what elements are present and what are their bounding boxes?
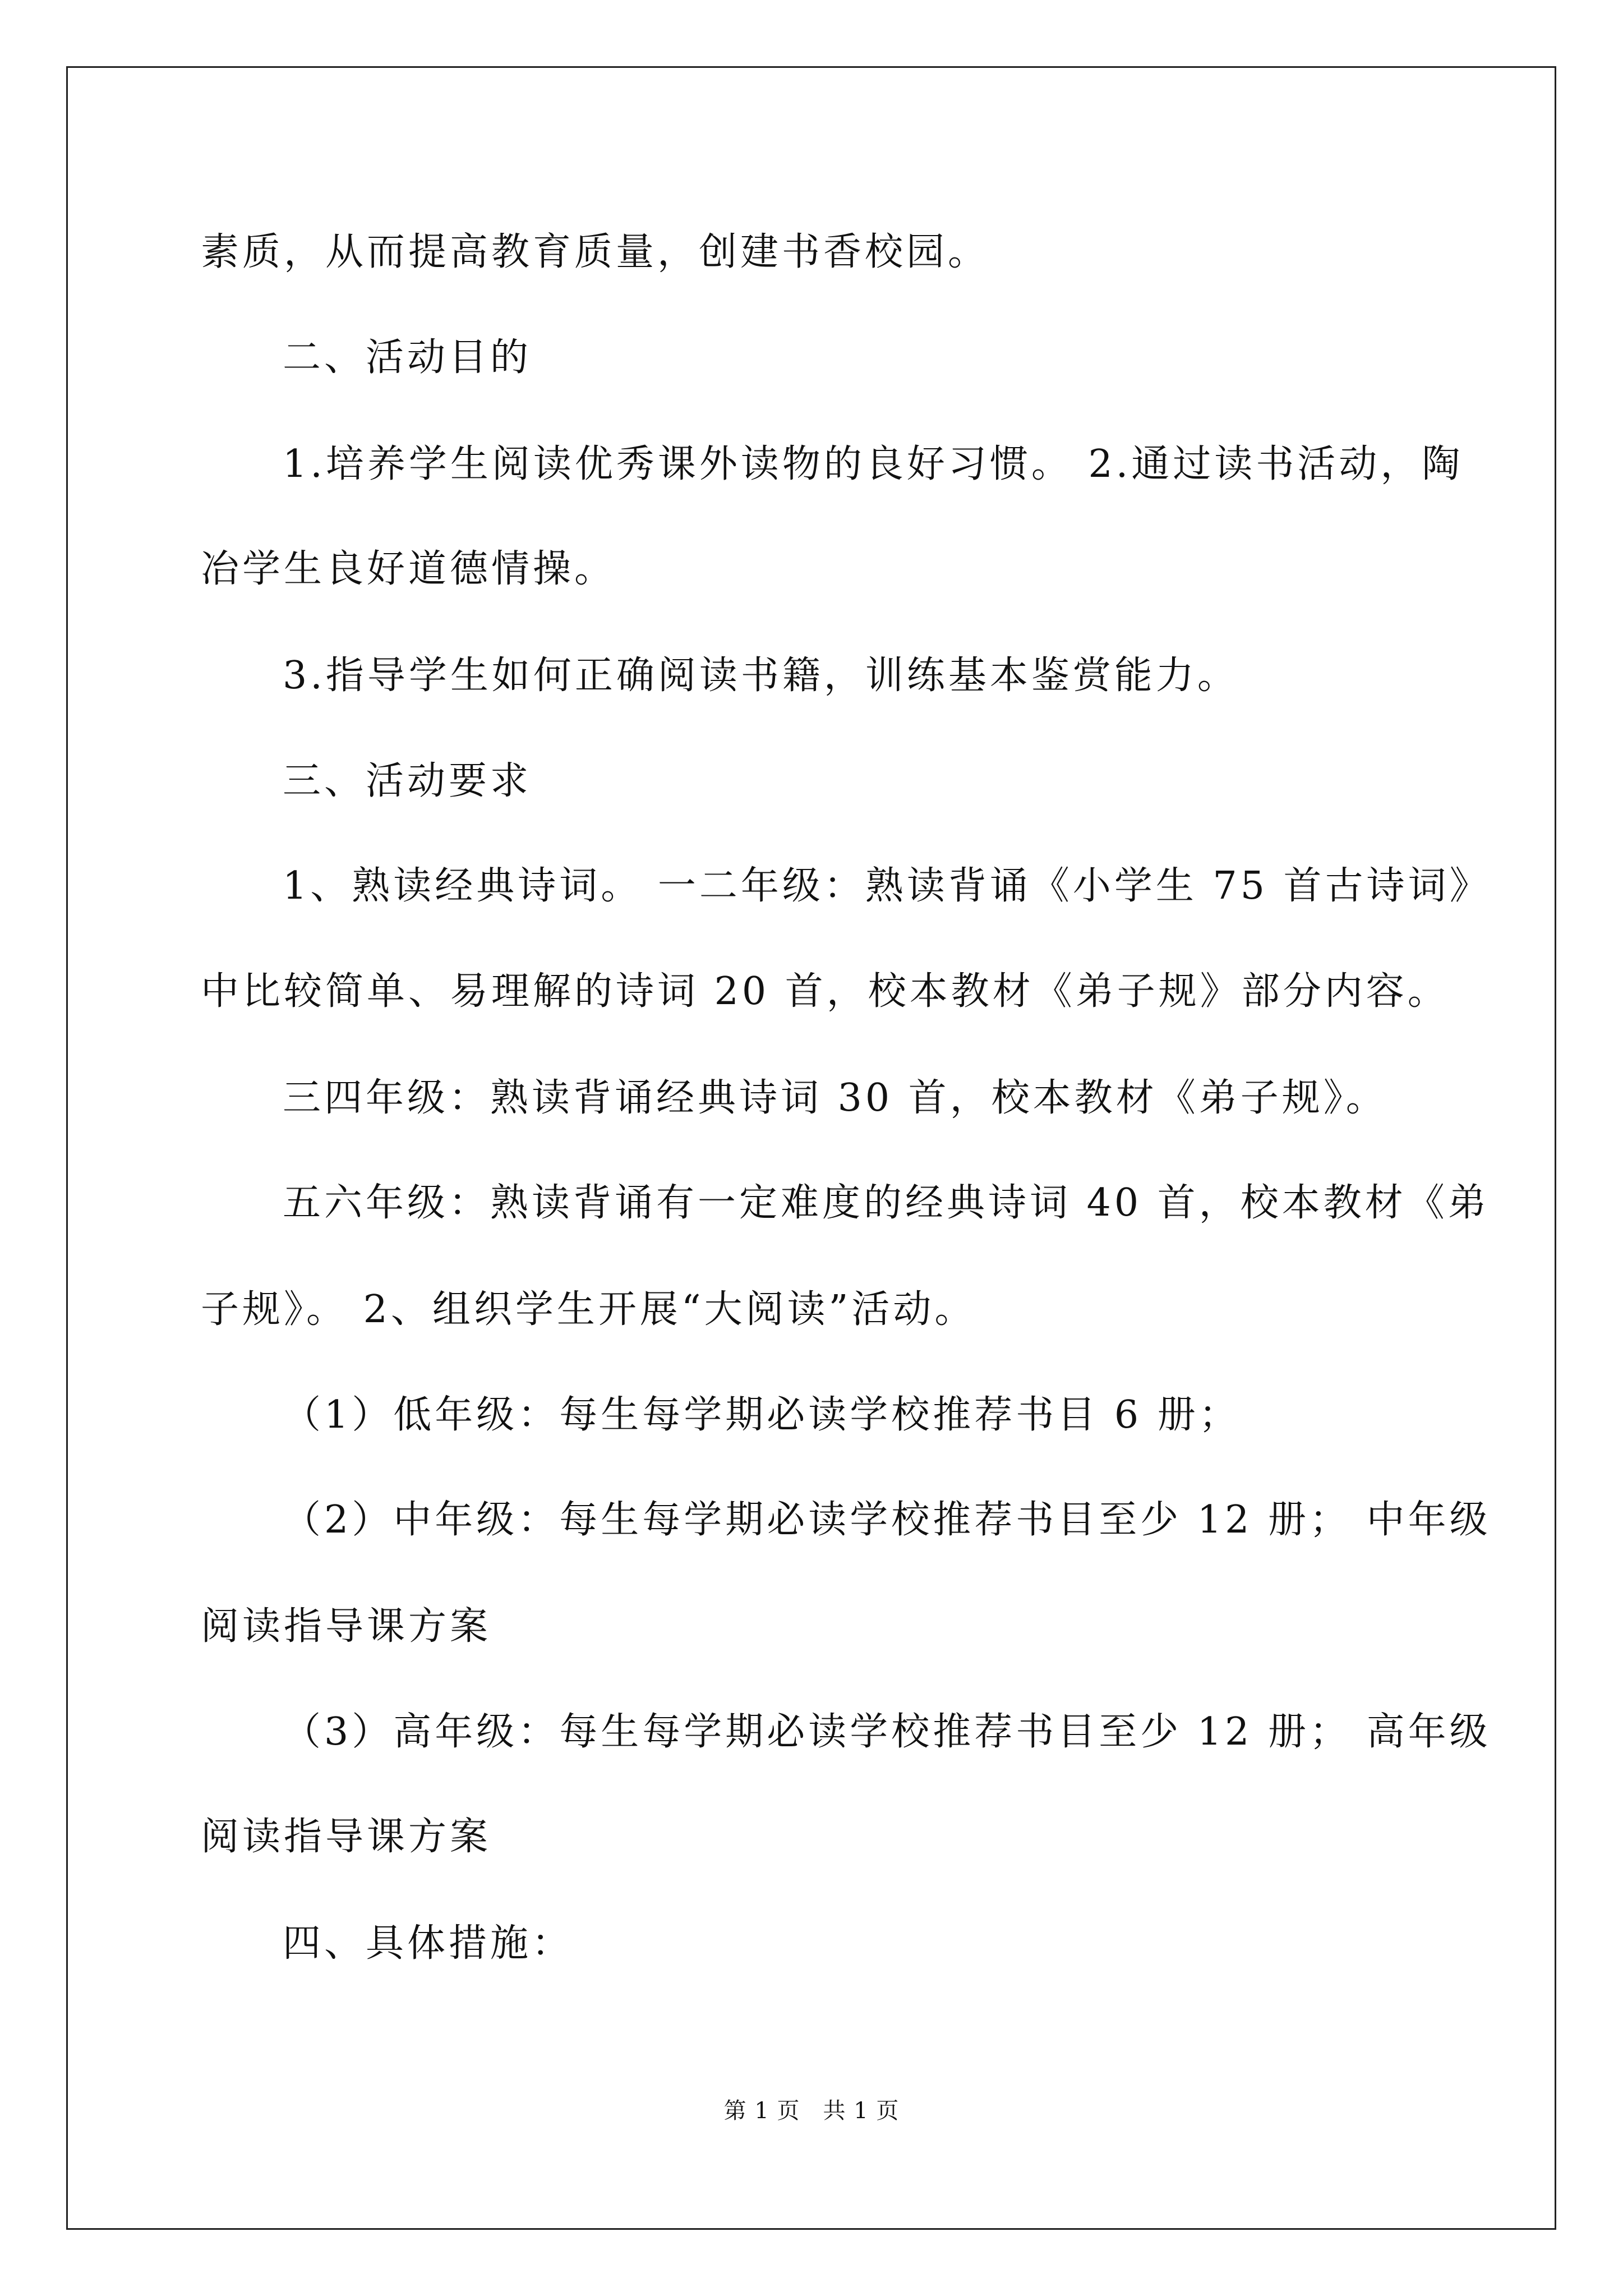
paragraph-line: 子规》。 2、组织学生开展“大阅读”活动。 (201, 1287, 976, 1332)
paragraph-line: 中比较简单、易理解的诗词 20 首，校本教材《弟子规》部分内容。 (201, 969, 1449, 1014)
paragraph-line: （3）高年级：每生每学期必读学校推荐书目至少 12 册； 高年级 (283, 1710, 1491, 1754)
paragraph-line: 1、熟读经典诗词。 一二年级：熟读背诵《小学生 75 首古诗词》 (283, 864, 1491, 908)
section-heading: 三、活动要求 (283, 759, 532, 803)
paragraph-line: 三四年级：熟读背诵经典诗词 30 首，校本教材《弟子规》。 (283, 1076, 1387, 1120)
section-heading: 四、具体措施： (283, 1921, 574, 1966)
paragraph-line: （2）中年级：每生每学期必读学校推荐书目至少 12 册； 中年级 (283, 1498, 1491, 1542)
section-heading: 二、活动目的 (283, 335, 532, 380)
paragraph-line: 五六年级：熟读背诵有一定难度的经典诗词 40 首，校本教材《弟 (283, 1181, 1490, 1225)
paragraph-line: 素质，从而提高教育质量，创建书香校园。 (201, 230, 990, 274)
page-number-footer: 第 1 页 共 1 页 (723, 2098, 900, 2124)
paragraph-line: 冶学生良好道德情操。 (201, 547, 616, 591)
paragraph-line: 阅读指导课方案 (201, 1604, 492, 1649)
paragraph-line: （1）低年级：每生每学期必读学校推荐书目 6 册； (283, 1393, 1241, 1437)
paragraph-line: 3.指导学生如何正确阅读书籍，训练基本鉴赏能力。 (283, 654, 1239, 698)
page-border (66, 66, 1556, 2230)
paragraph-line: 阅读指导课方案 (201, 1815, 492, 1859)
paragraph-line: 1.培养学生阅读优秀课外读物的良好习惯。 2.通过读书活动，陶 (283, 442, 1464, 486)
